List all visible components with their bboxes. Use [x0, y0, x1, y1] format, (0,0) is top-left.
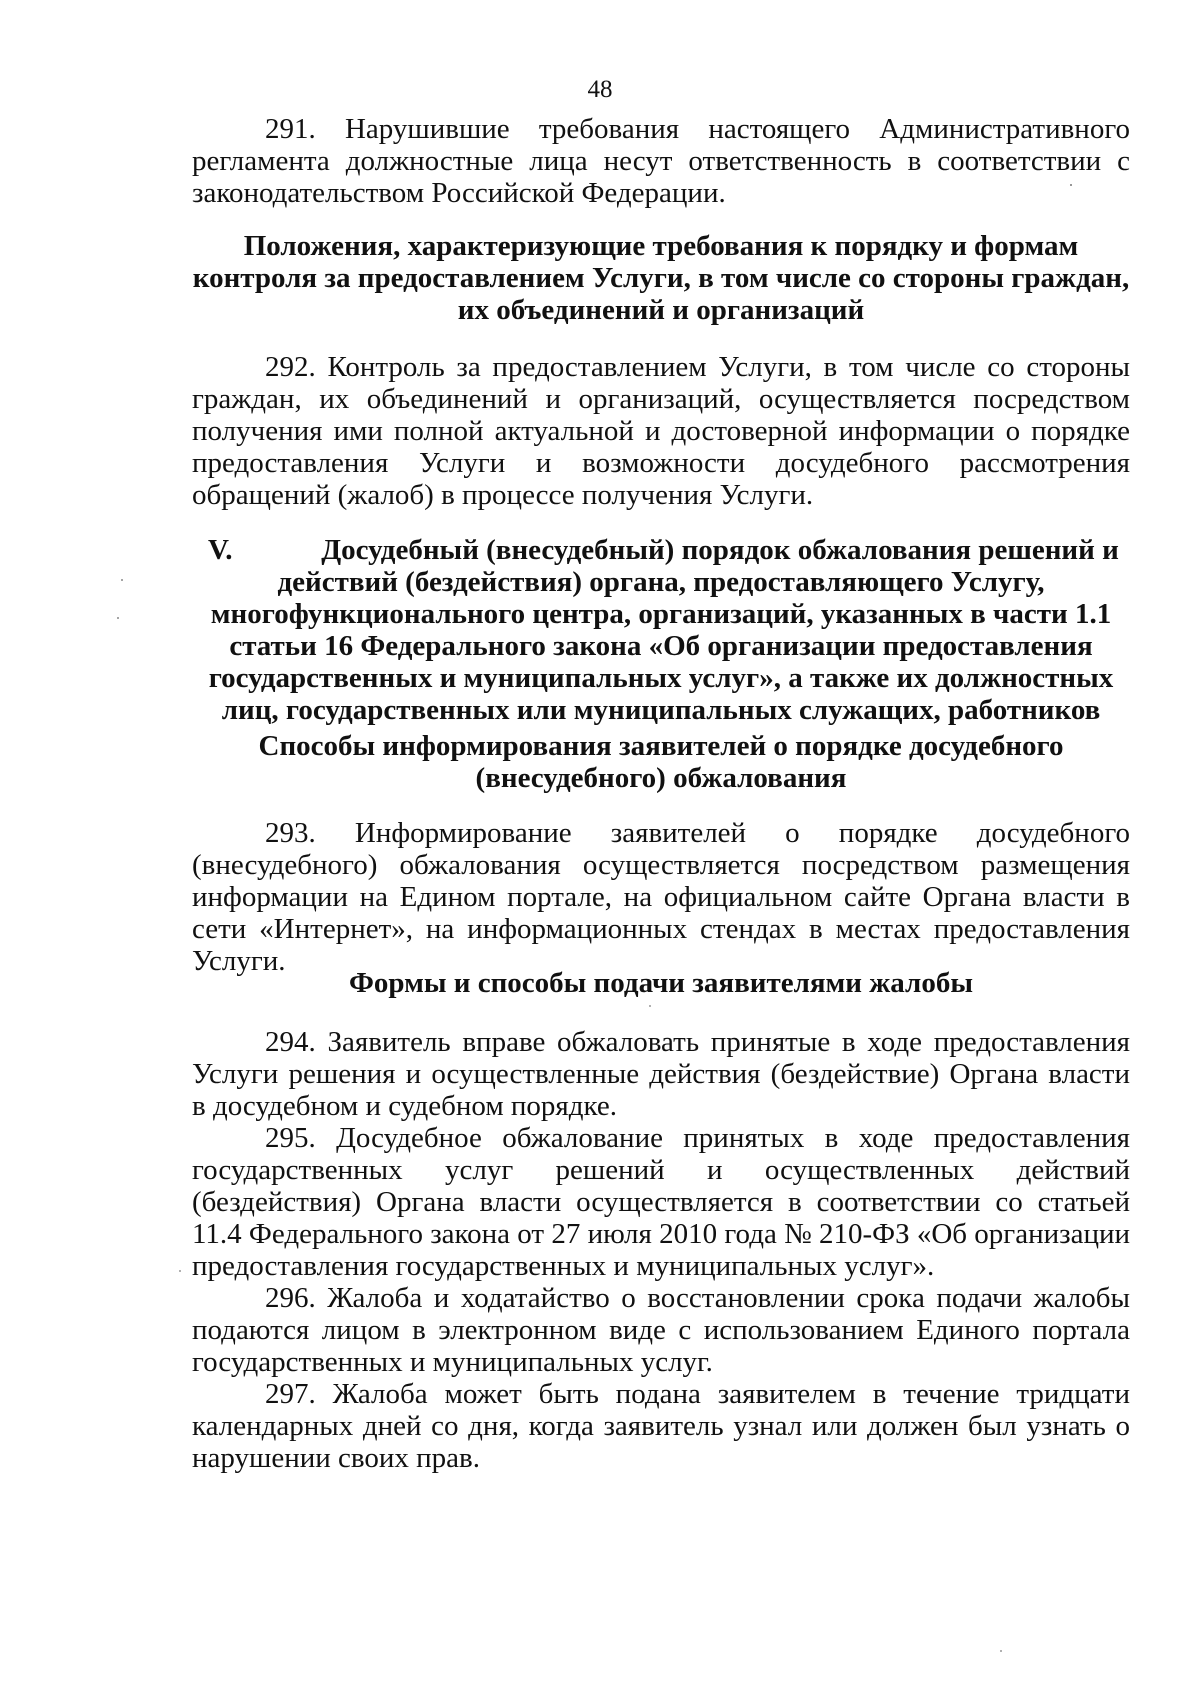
paragraph-291 — [192, 113, 1130, 209]
heading-complaint-forms: Формы и способы подачи заявителями жалобы — [349, 967, 973, 999]
paragraph-293-text: 293. Информирование заявителей о порядке досудебного (внесудебного) обжалования осуществляется посредством размещения информации на Едином портале, на официальном сайте Органа власти в сети «Интернет», на информационных стендах в местах предоставления Услуги. — [192, 817, 1130, 977]
paragraph-292-text: 292. Контроль за предоставлением Услуги, в том числе со стороны граждан, их объединений и организаций, осуществляется посредством получения ими полной актуальной и достоверной информации о порядке предоставления Услуги и возможности досудебного рассмотрения обращений (жалоб) в процессе получения Услуги. — [192, 351, 1130, 511]
paragraph-293 — [192, 817, 1130, 977]
heading-control-provisions: Положения, характеризующие требования к порядку и формам контроля за предоставлением Услуги, в том числе со стороны граждан, их объединений и организаций — [192, 230, 1130, 326]
paragraph-295-text: 295. Досудебное обжалование принятых в ходе предоставления государственных услуг решений и осуществленных действий (бездействия) Органа власти осуществляется в соответствии со статьей 11.4 Федерального закона от 27 июля 2010 года № 210-ФЗ «Об организации предоставления государственных и муниципальных услуг». — [192, 1122, 1130, 1282]
paragraph-291-text: 291. Нарушившие требования настоящего Административного регламента должностные лица несут ответственность в соответствии с законодательством Российской Федерации. — [192, 113, 1130, 209]
paragraphs-294-297 — [192, 1026, 1130, 1474]
paragraph-294-text: 294. Заявитель вправе обжаловать принятые в ходе предоставления Услуги решения и осуществленные действия (бездействие) Органа власти в досудебном и судебном порядке. — [192, 1026, 1130, 1122]
section-title-rest: действий (бездействия) органа, предоставляющего Услугу, многофункционального центра, организаций, указанных в части 1.1 статьи 16 Федерального закона «Об организации предоставления государственных и муниципальных услуг», а также их должностных лиц, государственных или муниципальных служащих, работников — [208, 566, 1114, 726]
paragraph-296-text: 296. Жалоба и ходатайство о восстановлении срока подачи жалобы подаются лицом в электронном виде с использованием Единого портала государственных и муниципальных услуг. — [192, 1282, 1130, 1378]
paragraph-292 — [192, 351, 1130, 511]
section-number: V. — [208, 534, 233, 566]
paragraph-297-text: 297. Жалоба может быть подана заявителем в течение тридцати календарных дней со дня, когда заявитель узнал или должен был узнать о нарушении своих прав. — [192, 1378, 1130, 1474]
heading-informing-methods: Способы информирования заявителей о порядке досудебного (внесудебного) обжалования — [258, 730, 1064, 794]
page-number: 48 — [587, 76, 613, 103]
section-title-first-line: Досудебный (внесудебный) порядок обжалования решений и — [321, 534, 1119, 566]
